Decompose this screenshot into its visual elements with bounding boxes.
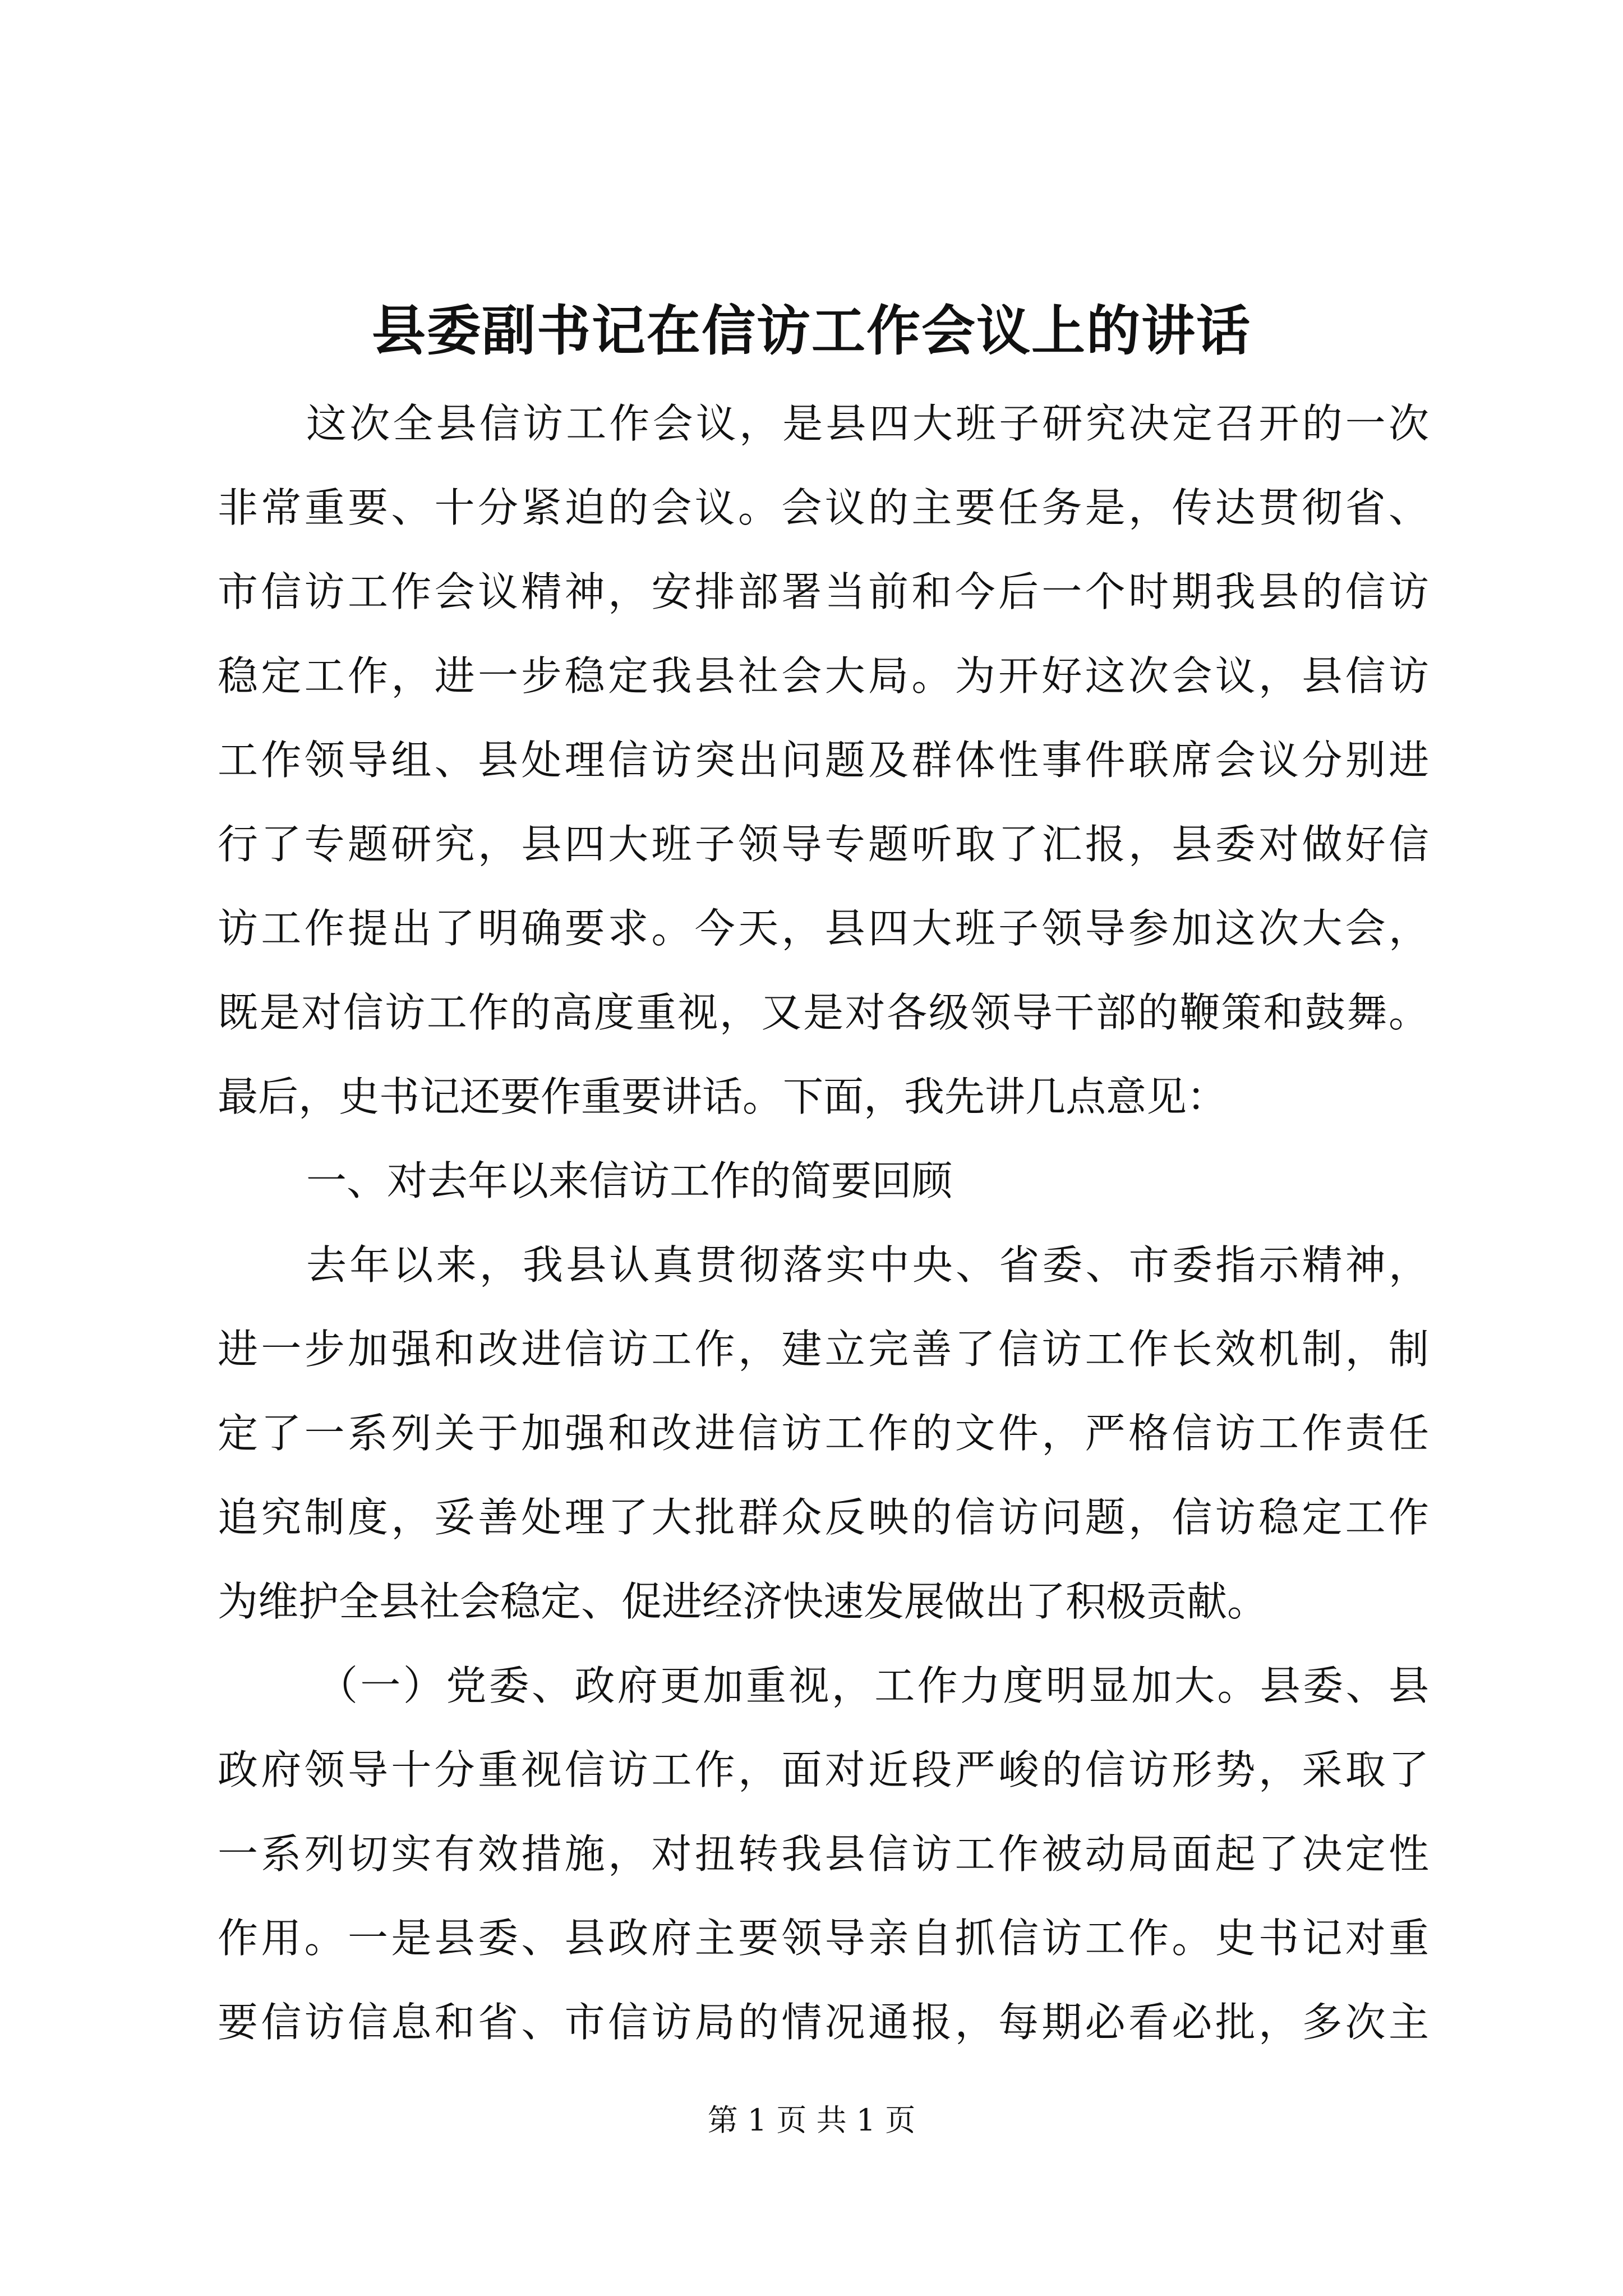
paragraph-line: 工作领导组、县处理信访突出问题及群体性事件联席会议分别进 — [218, 737, 1429, 784]
paragraph-line: 一系列切实有效措施，对扭转我县信访工作被动局面起了决定性 — [218, 1830, 1429, 1878]
paragraph-line: 这次全县信访工作会议，是县四大班子研究决定召开的一次 — [306, 400, 1429, 447]
paragraph-line: 非常重要、十分紧迫的会议。会议的主要任务是，传达贯彻省、 — [218, 484, 1429, 531]
document-title: 县委副书记在信访工作会议上的讲话 — [372, 299, 1251, 362]
paragraph-line: 稳定工作，进一步稳定我县社会大局。为开好这次会议，县信访 — [218, 652, 1429, 700]
paragraph-line: 访工作提出了明确要求。今天，县四大班子领导参加这次大会， — [218, 905, 1429, 952]
paragraph-line: 最后，史书记还要作重要讲话。下面，我先讲几点意见： — [218, 1073, 1228, 1120]
paragraph-line: 为维护全县社会稳定、促进经济快速发展做出了积极贡献。 — [218, 1578, 1268, 1625]
paragraph-line: 行了专题研究，县四大班子领导专题听取了汇报，县委对做好信 — [218, 821, 1429, 868]
page-number-footer: 第 1 页 共 1 页 — [707, 2102, 916, 2138]
section-heading: 一、对去年以来信访工作的简要回顾 — [306, 1157, 953, 1204]
paragraph-line: 政府领导十分重视信访工作，面对近段严峻的信访形势，采取了 — [218, 1746, 1429, 1793]
paragraph-line: （一）党委、政府更加重视，工作力度明显加大。县委、县 — [317, 1662, 1429, 1709]
paragraph-line: 去年以来，我县认真贯彻落实中央、省委、市委指示精神， — [306, 1241, 1429, 1289]
paragraph-line: 作用。一是县委、县政府主要领导亲自抓信访工作。史书记对重 — [218, 1915, 1429, 1962]
paragraph-line: 市信访工作会议精神，安排部署当前和今后一个时期我县的信访 — [218, 568, 1429, 615]
paragraph-line: 既是对信访工作的高度重视，又是对各级领导干部的鞭策和鼓舞。 — [218, 989, 1429, 1036]
paragraph-line: 要信访信息和省、市信访局的情况通报，每期必看必批，多次主 — [218, 1999, 1429, 2046]
paragraph-line: 定了一系列关于加强和改进信访工作的文件，严格信访工作责任 — [218, 1410, 1429, 1457]
paragraph-line: 追究制度，妥善处理了大批群众反映的信访问题，信访稳定工作 — [218, 1494, 1429, 1541]
paragraph-line: 进一步加强和改进信访工作，建立完善了信访工作长效机制，制 — [218, 1326, 1429, 1373]
